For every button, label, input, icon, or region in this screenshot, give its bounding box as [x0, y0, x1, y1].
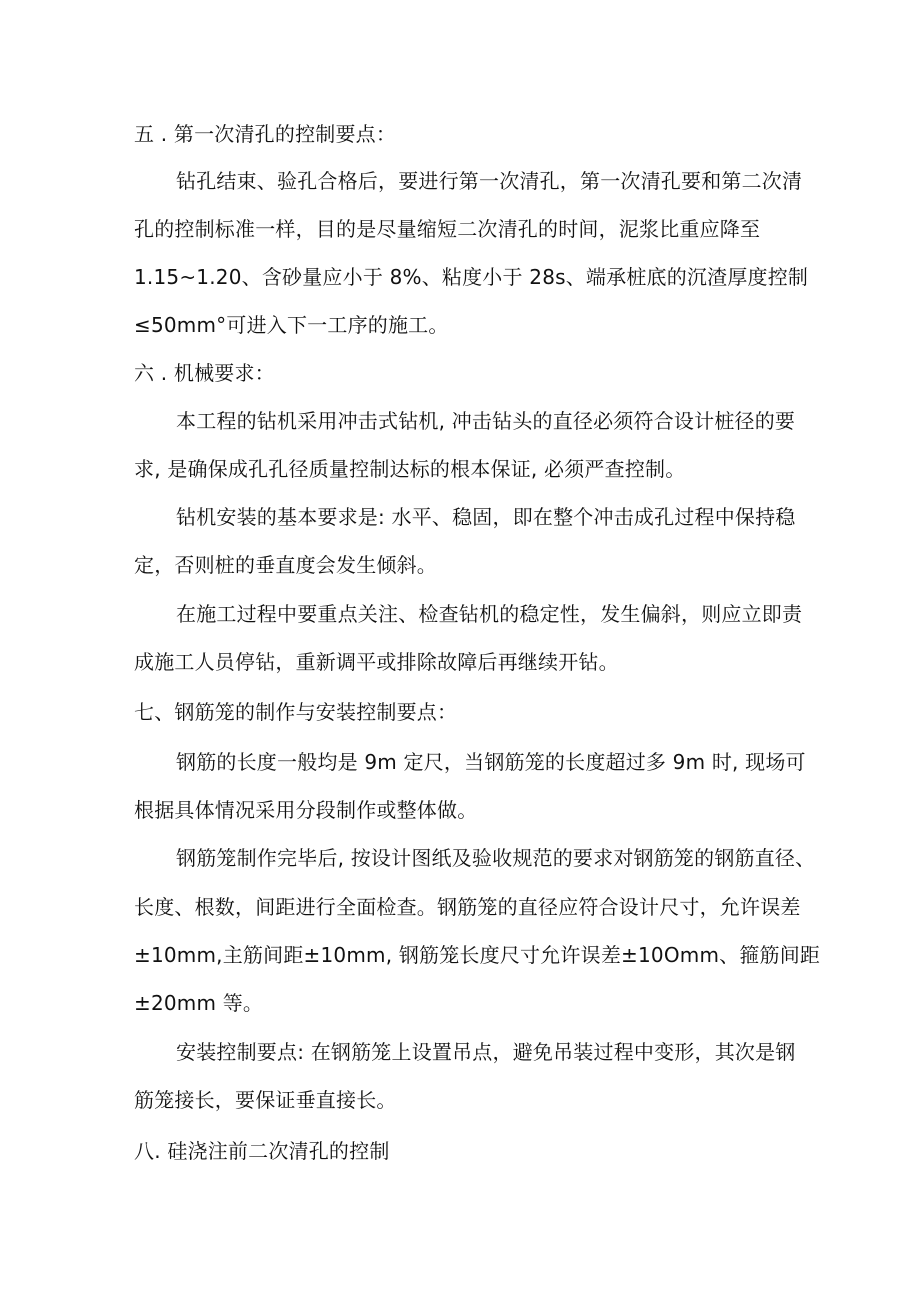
paragraph-line: 筋笼接长，要保证垂直接长。	[134, 1088, 397, 1112]
paragraph-line: 1.15~1.20、含砂量应小于 8%、粘度小于 28s、端承桩底的沉渣厚度控制	[134, 265, 809, 289]
paragraph-line: 钢筋的长度一般均是 9m 定尺，当钢筋笼的长度超过多 9m 时, 现场可	[176, 750, 806, 774]
paragraph-line: 本工程的钻机采用冲击式钻机, 冲击钻头的直径必须符合设计桩径的要	[176, 409, 796, 433]
paragraph-line: 求, 是确保成孔孔径质量控制达标的根本保证, 必须严查控制。	[134, 457, 686, 481]
section-heading-7: 七、钢筋笼的制作与安装控制要点：	[134, 700, 458, 724]
paragraph-line: 长度、根数，间距进行全面检查。钢筋笼的直径应符合设计尺寸，允许误差	[134, 895, 801, 919]
paragraph-line: 在施工过程中要重点关注、检查钻机的稳定性，发生偏斜，则应立即责	[176, 602, 803, 626]
paragraph-line: 钢筋笼制作完毕后, 按设计图纸及验收规范的要求对钢筋笼的钢筋直径、	[176, 846, 816, 870]
paragraph-line: ±20mm 等。	[134, 991, 264, 1015]
paragraph-line: 成施工人员停钻，重新调平或排除故障后再继续开钻。	[134, 650, 619, 674]
section-heading-8: 八. 硅浇注前二次清孔的控制	[134, 1139, 390, 1163]
paragraph-line: ±10mm,主筋间距±10mm, 钢筋笼长度尺寸允许误差±10Omm、箍筋间距	[134, 943, 821, 967]
paragraph-line: 钻机安装的基本要求是: 水平、稳固，即在整个冲击成孔过程中保持稳	[176, 505, 796, 529]
paragraph-line: 定，否则桩的垂直度会发生倾斜。	[134, 553, 437, 577]
section-heading-6: 六 . 机械要求：	[134, 361, 275, 385]
paragraph-line: ≤50mm°可进入下一工序的施工。	[134, 313, 449, 337]
paragraph-line: 孔的控制标准一样，目的是尽量缩短二次清孔的时间，泥浆比重应降至	[134, 217, 761, 241]
paragraph-line: 根据具体情况采用分段制作或整体做。	[134, 798, 478, 822]
paragraph-line: 钻孔结束、验孔合格后，要进行第一次清孔，第一次清孔要和第二次清	[176, 169, 803, 193]
paragraph-line: 安装控制要点: 在钢筋笼上设置吊点，避免吊装过程中变形，其次是钢	[176, 1040, 796, 1064]
section-heading-5: 五 . 第一次清孔的控制要点：	[134, 122, 397, 146]
